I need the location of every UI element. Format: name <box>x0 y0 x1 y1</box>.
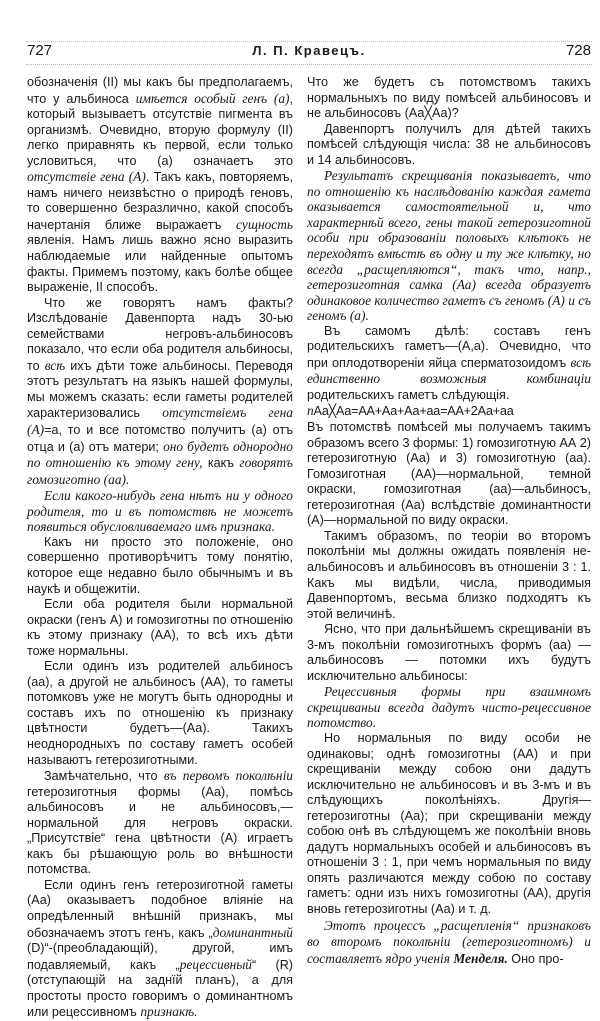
page-number-right: 728 <box>565 42 591 59</box>
header-top-rule <box>26 41 592 42</box>
page-header <box>26 38 592 60</box>
paragraph: обозначенія (II) мы какъ бы предполагаемъ, что у альбиноса имѣется особый генъ (а), который вызываетъ отсутствіе пигмента въ организмѣ. Очевидно, вторую формулу (II) легко приравнять къ первой, если только условиться, что (а) означаетъ это отсутствіе гена (А). Такъ какъ, повторяемъ, намъ ничего неизвѣстно о природѣ геновъ, то совершенно безразлично, какой способъ начертанія ближе выражаетъ сущность явленія. Намъ лишь важно ясно выразить наблюдаемые или найденные опытомъ факты. Примемъ поэтому, какъ болѣе общее выраженіе, II способъ. <box>27 75 293 295</box>
paragraph: Если одинъ изъ родителей альбиносъ (аа), а другой не альбиносъ (АА), то гаметы потомковъ уже не могутъ быть однородны и составъ ихъ по отношенію къ признаку цвѣтности будетъ—(Аа). Такихъ неоднородныхъ по составу гаметъ особей называютъ гетерозиготными. <box>27 659 293 767</box>
page-number-left: 727 <box>27 42 53 59</box>
paragraph: Такимъ образомъ, по теоріи во второмъ поколѣніи мы должны ожидать появленія не-альбиносовъ и альбиносовъ въ отношеніи 3 : 1. Какъ мы видѣли, числа, приводимыя Давенпортомъ, весьма близко подходятъ къ этой величинѣ. <box>307 528 591 621</box>
paragraph: Какъ ни просто это положеніе, оно совершенно противорѣчитъ тому понятію, которое еще недавно было обычнымъ и въ наукѣ и общежитіи. <box>27 534 293 596</box>
paragraph: Этотъ процессъ „расщепленія“ признаковъ во второмъ поколѣніи (гетерозиготномъ) и составляетъ ядро ученія Менделя. Оно про- <box>307 917 591 966</box>
paragraph: Замѣчательно, что въ первомъ поколѣніи гетерозиготныя формы (Аа), помѣсь альбиносовъ и не альбиносовъ,—нормальной для негровъ окраски. „Присутствіе“ гена цвѣтности (А) играетъ какъ бы рѣшающую роль во внѣшности потомства. <box>27 768 293 877</box>
paragraph: Что же говорятъ намъ факты? Изслѣдованіе Давенпорта надъ 30-ью семействами негровъ-альбиносовъ показало, что если оба родителя альбиносы, то всѣ ихъ дѣти тоже альбиносы. Переводя этотъ результатъ на языкъ нашей формулы, мы можемъ сказать: если гаметы родителей характеризовались отсутствіемъ гена (А)=а, то и все потомство получитъ (а) отъ отца и (а) отъ матери; оно будетъ однородно по отношенію къ этому гену, какъ говорятъ гомозиготно (аа). <box>27 295 294 487</box>
left-column <box>27 75 293 1021</box>
running-title: Л. П. Кравецъ. <box>252 43 366 58</box>
paragraph: Если оба родителя были нормальной окраски (генъ А) и гомозиготны по отношенію къ этому признаку (АА), то всѣ ихъ дѣти тоже нормальны. <box>27 597 293 658</box>
italic-principle: Рецессивныя формы при взаимномъ скрещиваньи всегда дадутъ чисто-рецессивное потомство. <box>307 684 591 731</box>
paragraph: Но нормальныя по виду особи не одинаковы; однѣ гомозиготны (АА) и при скрещиваніи между собою они дадутъ исключительно не альбиносовъ и въ 3-мъ и въ слѣдующихъ поколѣніяхъ. Другія—гетерозиготны (Аа); при скрещиваніи между собою онѣ въ слѣдующемъ же поколѣніи вновь дадутъ нормальныхъ особей и альбиносовъ въ отношеніи 3 : 1, при чемъ нормальныя по виду опять различаются между собою по составу гаметъ: одни изъ нихъ гомозиготны (АА), другія вновь гетерозиготны (Аа) и т. д. <box>307 730 591 916</box>
italic-principle: Если какого-нибудь гена нѣтъ ни у одного родителя, то и въ потомствѣ не можетъ появиться обусловливаемаго имъ признака. <box>27 488 293 535</box>
italic-conclusion: Результатъ скрещиванія показываетъ, что по отношенію къ наслѣдованію каждая гамета оказывается самостоятельной и, что характернѣй всего, гены такой гетерозиготной особи при образованіи половыхъ клѣтокъ не переходятъ вмѣстѣ въ одну и ту же клѣтку, но всегда „расщепляются“, такъ что, напр., гетерозиготная самка (Аа) всегда образуетъ одинаковое количество гаметъ съ геномъ (А) и съ геномъ (а). <box>307 168 591 324</box>
paragraph: Если одинъ генъ гетерозиготной гаметы (Аа) оказываетъ подобное вліяніе на опредѣленный внѣшній признакъ, мы обозначаемъ этотъ генъ, какъ „доминантный (D)“-(преобладающій), другой, имъ подавляемый, какъ „рецессивный“ (R) (отступающій на заднїй планъ), а для простоты просто говоримъ о доминантномъ или рецессивномъ признакѣ. <box>27 877 293 1020</box>
header-bottom-rule <box>26 64 592 65</box>
paragraph: Въ самомъ дѣлѣ: составъ генъ родительскихъ гаметъ—(А,а). Очевидно, что при оплодотвореніи яйца сперматозоидомъ всѣ единственно возможныя комбинаціи родительскихъ гаметъ слѣдующія. <box>307 323 591 402</box>
paragraph: Въ потомствѣ помѣсей мы получаемъ такимъ образомъ всего 3 формы: 1) гомозиготную АА 2) гетерозиготную (Аа) и 3) гомозиготную (аа). Гомозиготная (АА)—нормальной, темной окраски, гомозиготная (аа)—альбиносъ, гетерозиготная (Аа) вслѣдствіе доминантности (А)—нормальной по виду окраски. <box>307 420 591 528</box>
right-column <box>307 75 591 967</box>
paragraph: Ясно, что при дальнѣйшемъ скрещиваніи въ 3-мъ поколѣніи гомозиготныхъ формъ (аа) — альбиносовъ — потомки ихъ будутъ исключительно альбиносы: <box>307 622 591 683</box>
cross-formula: пАа╳Аа=АА+Аа+Аа+аа=АА+2Аа+аа <box>307 403 514 419</box>
paragraph: Давенпортъ получилъ для дѣтей такихъ помѣсей слѣдующія числа: 38 не альбиносовъ и 14 альбиносовъ. <box>307 121 591 167</box>
paragraph: Что же будетъ съ потомствомъ такихъ нормальныхъ по виду помѣсей альбиносовъ и не альбиносовъ (Аа╳Аа)? <box>307 75 591 121</box>
